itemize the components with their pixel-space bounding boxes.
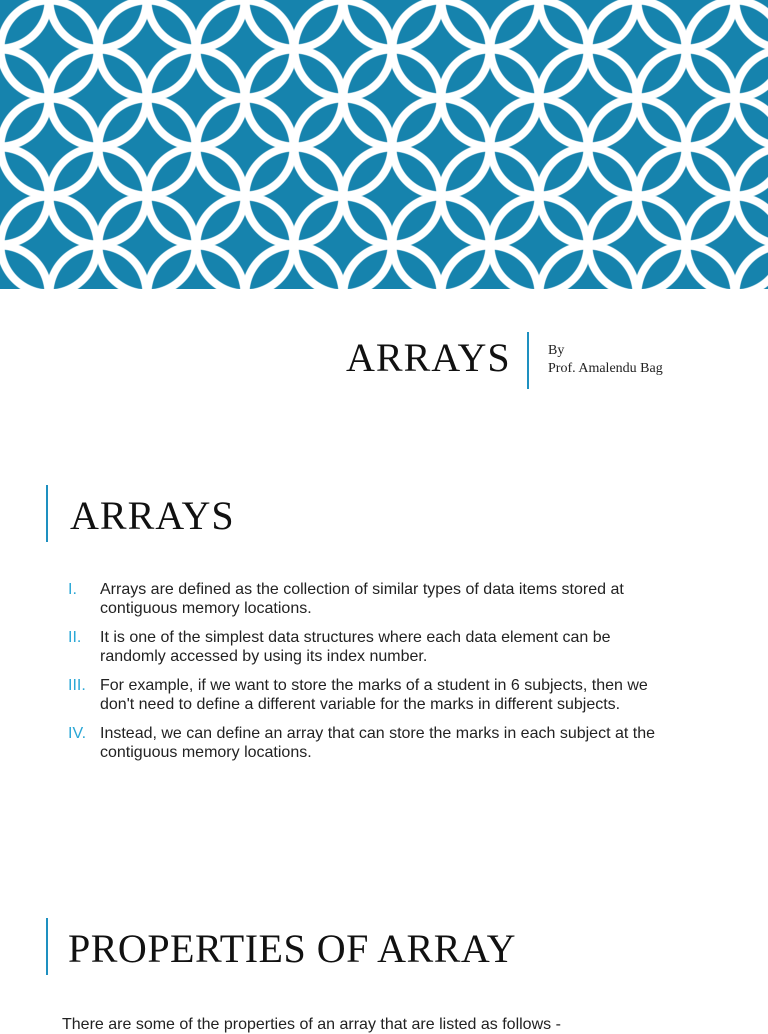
- definition-list: [68, 580, 678, 772]
- list-text: For example, if we want to store the marks of a student in 6 subjects, then we don't need to define a different variable for the marks in different subjects.: [100, 677, 648, 713]
- list-item: [68, 676, 678, 714]
- list-numeral: IV.: [68, 725, 87, 742]
- list-numeral: III.: [68, 677, 86, 694]
- author-name: Prof. Amalendu Bag: [548, 361, 663, 376]
- list-item: [68, 580, 678, 618]
- by-label: By: [548, 343, 565, 358]
- slide-title: ARRAYS: [346, 335, 511, 380]
- list-numeral: I.: [68, 581, 77, 598]
- section-title-arrays: ARRAYS: [70, 493, 235, 538]
- section-title-properties: PROPERTIES OF ARRAY: [68, 926, 516, 971]
- accent-bar: [46, 485, 48, 542]
- properties-intro: There are some of the properties of an array that are listed as follows -: [62, 1016, 561, 1033]
- list-text: Arrays are defined as the collection of similar types of data items stored at contiguous memory locations.: [100, 581, 624, 617]
- list-numeral: II.: [68, 629, 82, 646]
- accent-bar: [46, 918, 48, 975]
- title-divider: [527, 332, 529, 389]
- list-item: [68, 628, 678, 666]
- decorative-pattern-banner: [0, 0, 768, 289]
- list-text: It is one of the simplest data structures where each data element can be randomly accessed by using its index number.: [100, 629, 611, 665]
- byline: [548, 342, 663, 378]
- list-item: [68, 724, 678, 762]
- list-text: Instead, we can define an array that can store the marks in each subject at the contiguous memory locations.: [100, 725, 655, 761]
